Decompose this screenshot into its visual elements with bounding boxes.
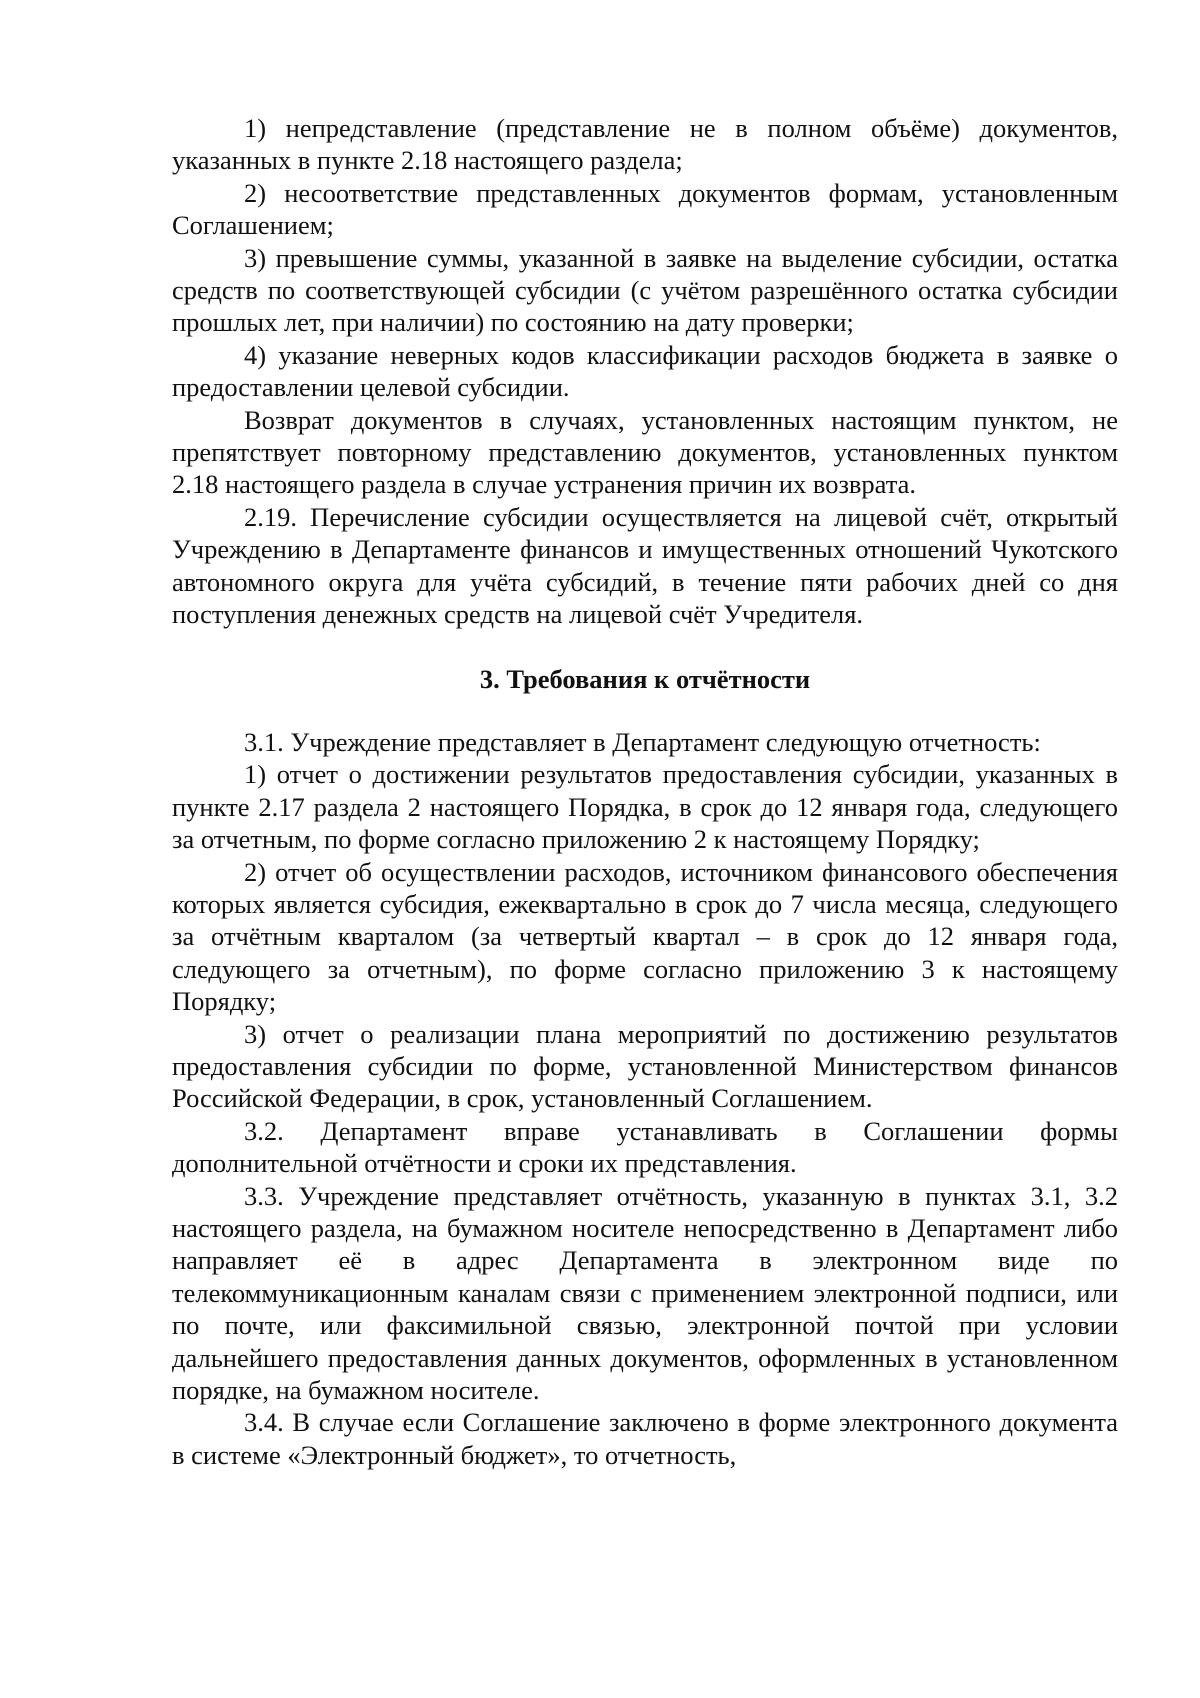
paragraph-3-3: 3.3. Учреждение представляет отчётность, указанную в пунктах 3.1, 3.2 настоящего раздела, на бумажном носителе непосредственно в Департамент либо направляет её в адрес Департамента в электронном виде по телекоммуникационным каналам связи с применением электронной подписи, или по почте, или факсимильной связью, электронной почтой при условии дальнейшего предоставления данных документов, оформленных в установленном порядке, на бумажном носителе. (172, 1180, 1118, 1406)
paragraph-2-19: 2.19. Перечисление субсидии осуществляется на лицевой счёт, открытый Учреждению в Департаменте финансов и имущественных отношений Чукотского автономного округа для учёта субсидий, в течение пяти рабочих дней со дня поступления денежных средств на лицевой счёт Учредителя. (172, 501, 1118, 630)
paragraph-3-2: 3.2. Департамент вправе устанавливать в Соглашении формы дополнительной отчётности и сроки их представления. (172, 1115, 1118, 1179)
paragraph-3-1: 3.1. Учреждение представляет в Департамент следующую отчетность: (244, 726, 1041, 757)
section-heading: 3. Требования к отчётности (479, 663, 811, 694)
paragraph-document-return: Возврат документов в случаях, установленных настоящим пунктом, не препятствует повторному представлению документов, установленных пунктом 2.18 настоящего раздела в случае устранения причин их возврата. (172, 404, 1118, 500)
paragraph-3-4: 3.4. В случае если Соглашение заключено в форме электронного документа в системе «Электронный бюджет», то отчетность, (172, 1407, 1118, 1470)
paragraph-refusal-reason-3: 3) превышение суммы, указанной в заявке на выделение субсидии, остатка средств по соответствующей субсидии (с учётом разрешённого остатка субсидии прошлых лет, при наличии) по состоянию на дату проверки; (172, 242, 1118, 338)
paragraph-refusal-reason-4: 4) указание неверных кодов классификации расходов бюджета в заявке о предоставлении целевой субсидии. (172, 339, 1118, 403)
paragraph-refusal-reason-1: 1) непредставление (представление не в полном объёме) документов, указанных в пункте 2.18 настоящего раздела; (172, 113, 1118, 176)
document-page (172, 112, 1118, 1471)
paragraph-refusal-reason-2: 2) несоответствие представленных документов формам, установленным Соглашением; (172, 177, 1118, 241)
paragraph-3-1-item-2: 2) отчет об осуществлении расходов, источником финансового обеспечения которых является субсидия, ежеквартально в срок до 7 числа месяца, следующего за отчётным кварталом (за четвертый квартал – в срок до 12 января года, следующего за отчетным), по форме согласно приложению 3 к настоящему Порядку; (172, 856, 1118, 1017)
paragraph-3-1-item-3: 3) отчет о реализации плана мероприятий по достижению результатов предоставления субсидии по форме, установленной Министерством финансов Российской Федерации, в срок, установленный Соглашением. (172, 1018, 1118, 1114)
paragraph-3-1-item-1: 1) отчет о достижении результатов предоставления субсидии, указанных в пункте 2.17 раздела 2 настоящего Порядка, в срок до 12 января года, следующего за отчетным, по форме согласно приложению 2 к настоящему Порядку; (172, 759, 1118, 855)
